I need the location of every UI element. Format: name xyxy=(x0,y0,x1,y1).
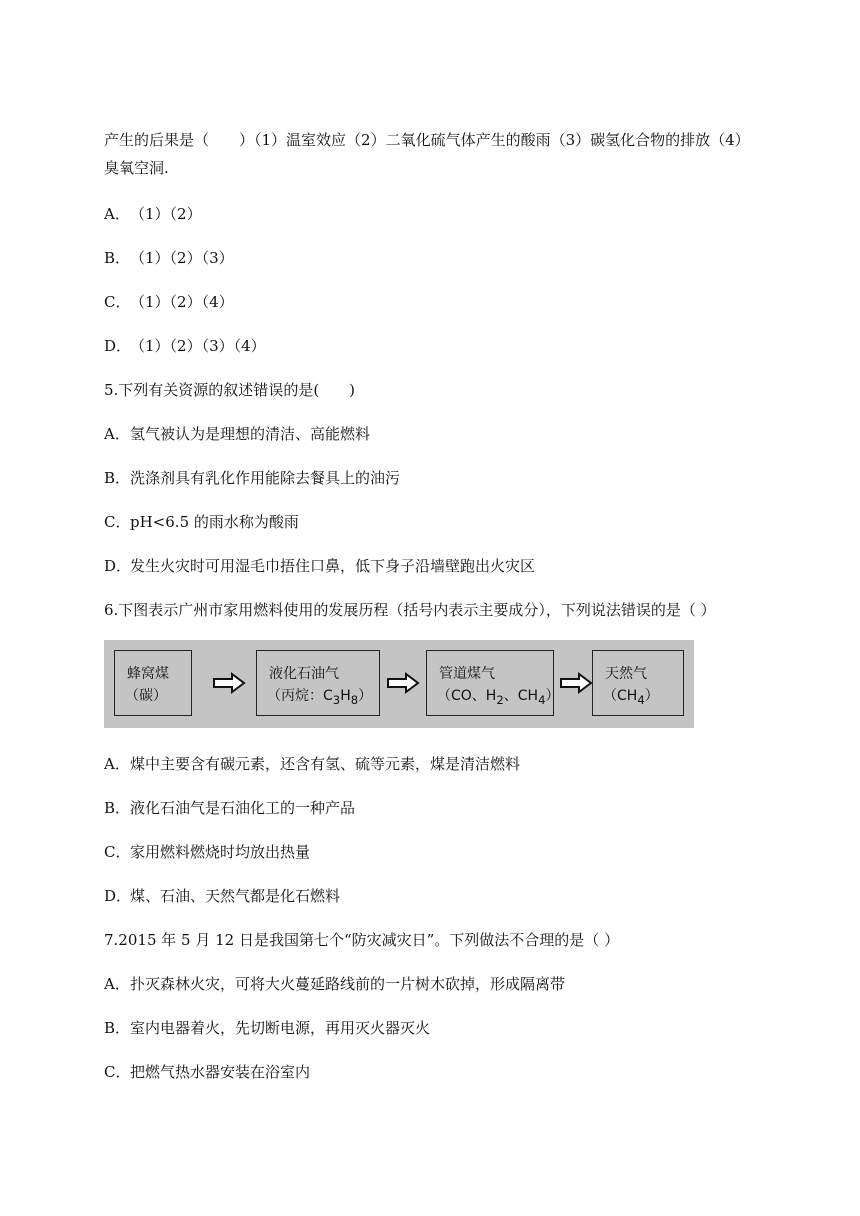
option-text: 洗涤剂具有乳化作用能除去餐具上的油污 xyxy=(130,469,401,487)
box-name: 液化石油气 xyxy=(269,666,339,682)
option-letter: C． xyxy=(104,843,131,861)
q4-option-d xyxy=(104,336,266,356)
box-component: （碳） xyxy=(125,688,167,704)
box-name: 蜂窝煤 xyxy=(127,666,169,682)
option-letter: D． xyxy=(104,887,132,905)
q4-option-b xyxy=(104,248,234,268)
option-text: 液化石油气是石油化工的一种产品 xyxy=(130,799,356,817)
q4-stem-line1: 产生的后果是（ ）（1）温室效应（2）二氧化硫气体产生的酸雨（3）碳氢化合物的排放（4） xyxy=(104,131,750,149)
q6-stem: 6.下图表示广州市家用燃料使用的发展历程（括号内表示主要成分），下列说法错误的是（ ） xyxy=(104,601,716,619)
option-letter: A． xyxy=(104,425,130,443)
box-lpg xyxy=(256,650,380,716)
option-text: 把燃气热水器安装在浴室内 xyxy=(130,1063,311,1081)
box-honeycomb-coal xyxy=(114,650,192,716)
option-text: 煤中主要含有碳元素，还含有氢、硫等元素，煤是清洁燃料 xyxy=(130,755,521,773)
right-arrow-icon xyxy=(212,672,246,694)
box-name: 天然气 xyxy=(605,666,647,682)
option-text: 氢气被认为是理想的清洁、高能燃料 xyxy=(130,425,371,443)
box-component: $(CH_4)$ xyxy=(603,688,659,707)
right-arrow-icon xyxy=(559,672,593,694)
option-letter: D． xyxy=(104,557,132,575)
box-component: （丙烷：$C_3H_8$） xyxy=(267,688,373,707)
box-component: （CO、$H_2$、$CH_4$） xyxy=(437,688,560,707)
option-letter: B． xyxy=(104,469,131,487)
option-letter: B． xyxy=(104,249,131,267)
option-text: （1）（2） xyxy=(130,205,202,223)
q7-option-a xyxy=(104,974,565,994)
q4-stem-line2: 臭氧空洞. xyxy=(104,159,169,177)
option-letter: C． xyxy=(104,513,131,531)
q5-option-b xyxy=(104,468,400,488)
option-text: 家用燃料燃烧时均放出热量 xyxy=(130,843,311,861)
option-text: pH<6.5 的雨水称为酸雨 xyxy=(130,513,299,531)
option-text: 室内电器着火，先切断电源，再用灭火器灭火 xyxy=(130,1019,431,1037)
option-letter: A． xyxy=(104,205,130,223)
q6-option-d xyxy=(104,886,340,906)
box-name: 管道煤气 xyxy=(439,666,495,682)
option-text: （1）（2）（4） xyxy=(130,293,234,311)
option-text: （1）（2）（3）（4） xyxy=(130,337,266,355)
option-letter: C． xyxy=(104,293,131,311)
q5-option-a xyxy=(104,424,370,444)
q4-option-a xyxy=(104,204,202,224)
option-letter: A． xyxy=(104,975,130,993)
option-letter: A． xyxy=(104,755,130,773)
option-text: 扑灭森林火灾，可将大火蔓延路线前的一片树木砍掉，形成隔离带 xyxy=(130,975,566,993)
q7-stem: 7.2015 年 5 月 12 日是我国第七个“防灾减灾日”。下列做法不合理的是（ ） xyxy=(104,931,620,949)
box-natural-gas xyxy=(592,650,684,716)
q7-option-c xyxy=(104,1062,310,1082)
q5-stem: 5.下列有关资源的叙述错误的是( ) xyxy=(104,381,356,399)
option-text: 发生火灾时可用湿毛巾捂住口鼻，低下身子沿墙壁跑出火灾区 xyxy=(130,557,536,575)
box-pipeline-gas xyxy=(426,650,560,716)
right-arrow-icon xyxy=(386,672,420,694)
fuel-history-diagram xyxy=(104,640,694,728)
q5-option-d xyxy=(104,556,535,576)
option-letter: B． xyxy=(104,799,131,817)
option-text: 煤、石油、天然气都是化石燃料 xyxy=(130,887,341,905)
q6-option-b xyxy=(104,798,355,818)
q6-option-c xyxy=(104,842,310,862)
option-letter: B． xyxy=(104,1019,131,1037)
q7-option-b xyxy=(104,1018,430,1038)
option-letter: D． xyxy=(104,337,132,355)
q5-option-c xyxy=(104,512,299,532)
option-text: （1）（2）（3） xyxy=(130,249,234,267)
option-letter: C． xyxy=(104,1063,131,1081)
q6-option-a xyxy=(104,754,520,774)
q4-option-c xyxy=(104,292,234,312)
